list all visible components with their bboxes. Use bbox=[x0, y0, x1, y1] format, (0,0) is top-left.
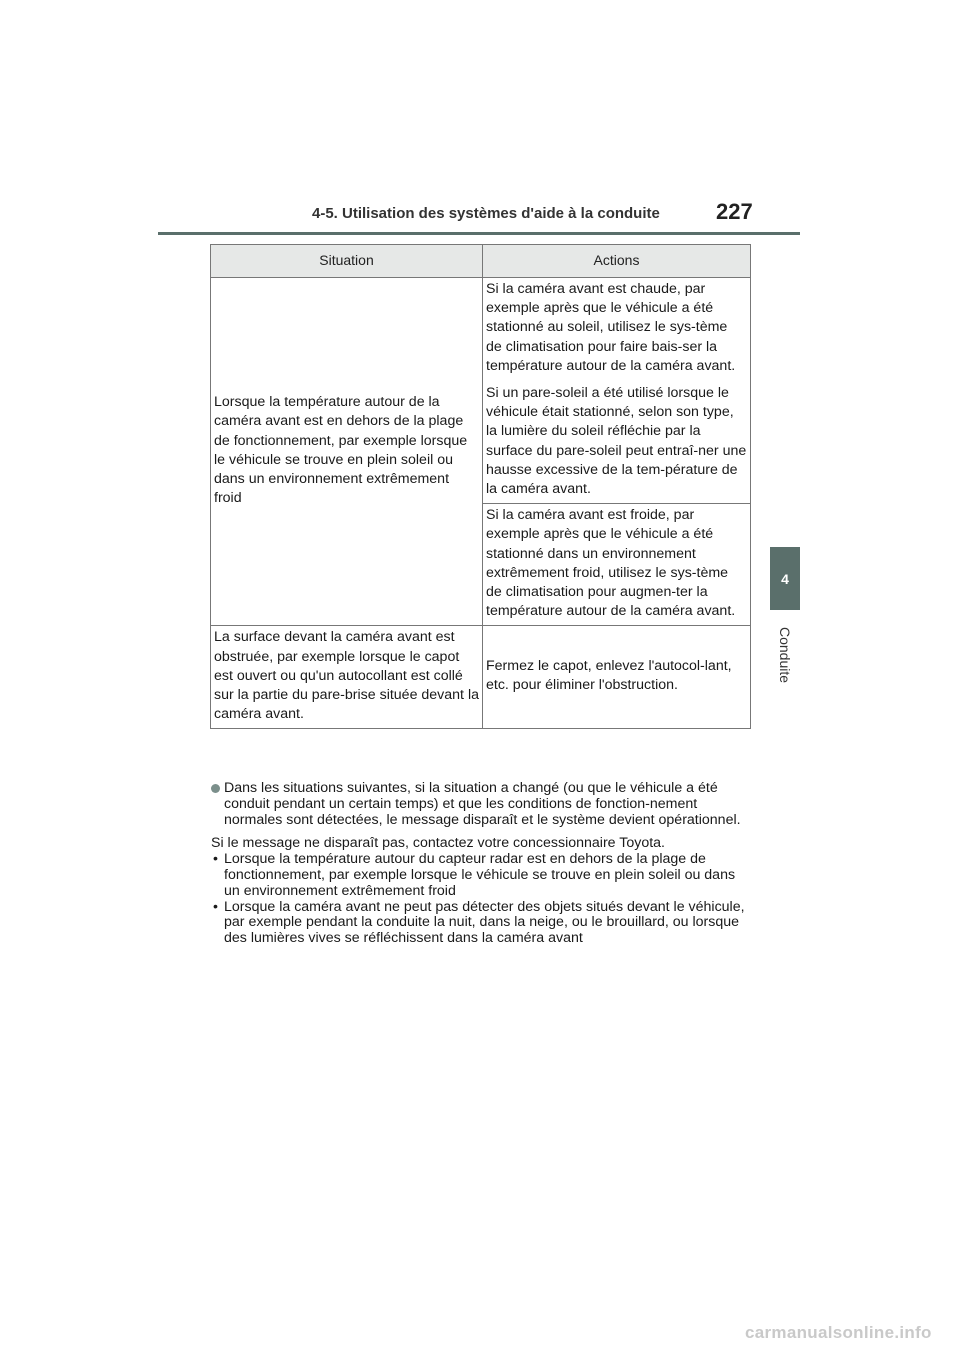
notes-section bbox=[211, 781, 751, 947]
section-title: 4-5. Utilisation des systèmes d'aide à la conduite bbox=[312, 205, 660, 222]
table-header-row bbox=[211, 245, 751, 278]
table-row bbox=[211, 626, 751, 729]
chapter-tab bbox=[770, 547, 800, 610]
column-header-situation: Situation bbox=[211, 245, 483, 278]
list-item bbox=[211, 852, 751, 899]
note-bullet-text: Dans les situations suivantes, si la situation a changé (ou que le véhicule a été conduit pendant un certain temps) et que les conditions de fonction-nement normales sont détectées, le message disparaît et le système devient opérationnel. bbox=[224, 780, 741, 828]
note-bullet bbox=[211, 781, 751, 828]
bullet-dot-icon bbox=[211, 784, 220, 793]
header-divider bbox=[158, 232, 800, 235]
page-number: 227 bbox=[716, 199, 753, 224]
situation-cell-temperature bbox=[211, 278, 483, 626]
chapter-number: 4 bbox=[781, 570, 789, 587]
situation-cell-obstruction bbox=[211, 626, 483, 729]
action-text-cold: Si la caméra avant est froide, par exemple après que le véhicule a été stationné dans un environnement extrêmement froid, utilisez le sys-tème de climatisation pour augmen-ter la température autour de la caméra avant. bbox=[486, 507, 736, 620]
list-marker: • bbox=[213, 898, 218, 915]
action-text-obstruction: Fermez le capot, enlevez l'autocol-lant, etc. pour éliminer l'obstruction. bbox=[486, 658, 732, 694]
action-text-sunshade: Si un pare-soleil a été utilisé lorsque le véhicule était stationné, selon son type, la lumière du soleil réfléchie par la surface du pare-soleil peut entraî-ner une hausse excessive de la tem-pérature de la caméra avant. bbox=[486, 385, 747, 498]
table-row bbox=[211, 278, 751, 504]
action-cell-hot bbox=[483, 278, 751, 504]
column-header-actions: Actions bbox=[483, 245, 751, 278]
list-marker: • bbox=[213, 851, 218, 868]
action-cell-obstruction bbox=[483, 626, 751, 729]
chapter-label: Conduite bbox=[777, 626, 794, 683]
chapter-label-container bbox=[770, 617, 800, 692]
note-paragraph: Si le message ne disparaît pas, contactez votre concessionnaire Toyota. bbox=[211, 835, 665, 852]
situation-text: Lorsque la température autour de la caméra avant est en dehors de la plage de fonctionnement, par exemple lorsque le véhicule se trouve en plein soleil ou dans un environnement extrêmement froid bbox=[214, 394, 468, 507]
situation-text: La surface devant la caméra avant est obstruée, par exemple lorsque le capot est ouvert ou qu'un autocollant est collé sur la partie du pare-brise située devant la caméra avant. bbox=[214, 629, 479, 723]
list-item-text: Lorsque la caméra avant ne peut pas détecter des objets situés devant le véhicule, par exemple pendant la conduite la nuit, dans la neige, ou le brouillard, ou lorsque des lumières vives se réfléchissent dans la caméra avant bbox=[224, 898, 745, 947]
list-item bbox=[211, 900, 751, 947]
action-text-hot: Si la caméra avant est chaude, par exemple après que le véhicule a été stationné au soleil, utilisez le sys-tème de climatisation pour faire bais-ser la température autour de la caméra avant. bbox=[486, 281, 736, 374]
action-cell-cold bbox=[483, 504, 751, 626]
list-item-text: Lorsque la température autour du capteur radar est en dehors de la plage de fonctionnement, par exemple lorsque le véhicule se trouve en plein soleil ou dans un environnement extrêmement froid bbox=[224, 851, 736, 899]
watermark: carmanualsonline.info bbox=[745, 1323, 932, 1342]
situation-actions-table bbox=[210, 244, 751, 729]
